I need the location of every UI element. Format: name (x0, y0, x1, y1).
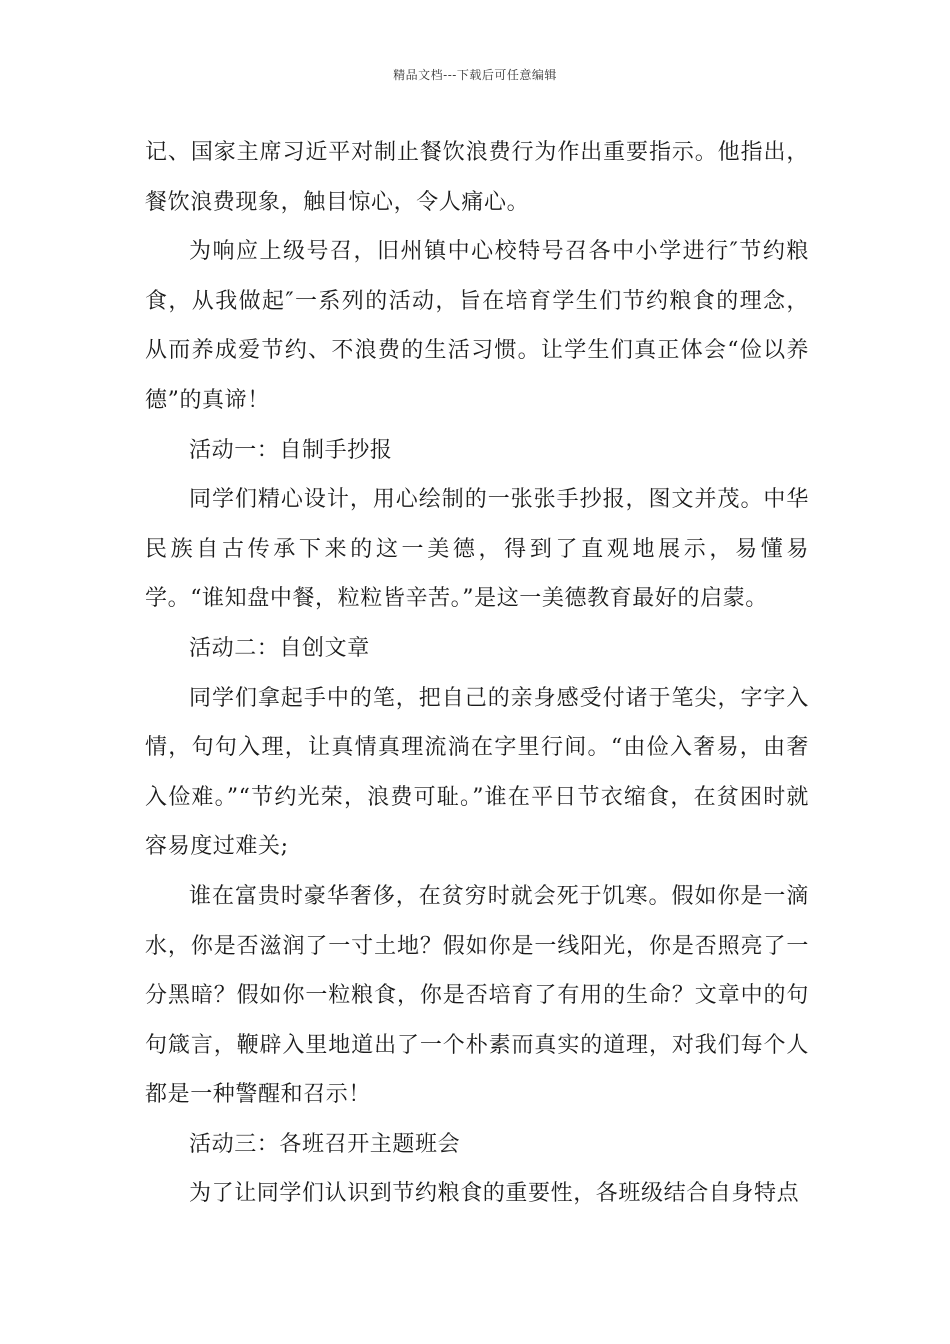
activity-1-heading: 活动一：自制手抄报 (189, 437, 393, 463)
page-header: 精品文档---下载后可任意编辑 (393, 68, 557, 82)
paragraph-6: 为了让同学们认识到节约粮食的重要性，各班级结合自身特点 (189, 1181, 800, 1207)
paragraph-4: 同学们拿起手中的笔，把自己的亲身感受付诸于笔尖，字字入情，句句入理，让真情真理流淌在字里行间。“由俭入奢易，由奢入俭难。”“节约光荣，浪费可耻。”谁在平日节衣缩食，在贫困时就容易度过难关; (145, 685, 809, 860)
paragraph-3: 同学们精心设计，用心绘制的一张张手抄报，图文并茂。中华民族自古传承下来的这一美德，得到了直观地展示，易懂易学。“谁知盘中餐，粒粒皆辛苦。”是这一美德教育最好的启蒙。 (145, 487, 809, 612)
paragraph-2: 为响应上级号召，旧州镇中心校特号召各中小学进行″节约粮食，从我做起″一系列的活动，旨在培育学生们节约粮食的理念，从而养成爱节约、不浪费的生活习惯。让学生们真正体会“俭以养德”的真谛！ (145, 239, 809, 413)
paragraph-5: 谁在富贵时豪华奢侈，在贫穷时就会死于饥寒。假如你是一滴水，你是否滋润了一寸土地？假如你是一线阳光，你是否照亮了一分黑暗？假如你一粒粮食，你是否培育了有用的生命？文章中的句句箴言，鞭辟入里地道出了一个朴素而真实的道理，对我们每个人都是一种警醒和召示！ (145, 883, 809, 1108)
document-body (145, 128, 809, 1219)
activity-3-heading: 活动三：各班召开主题班会 (189, 1131, 461, 1157)
paragraph-1: 记、国家主席习近平对制止餐饮浪费行为作出重要指示。他指出，餐饮浪费现象，触目惊心，令人痛心。 (145, 140, 809, 215)
activity-2-heading: 活动二：自创文章 (189, 635, 370, 661)
